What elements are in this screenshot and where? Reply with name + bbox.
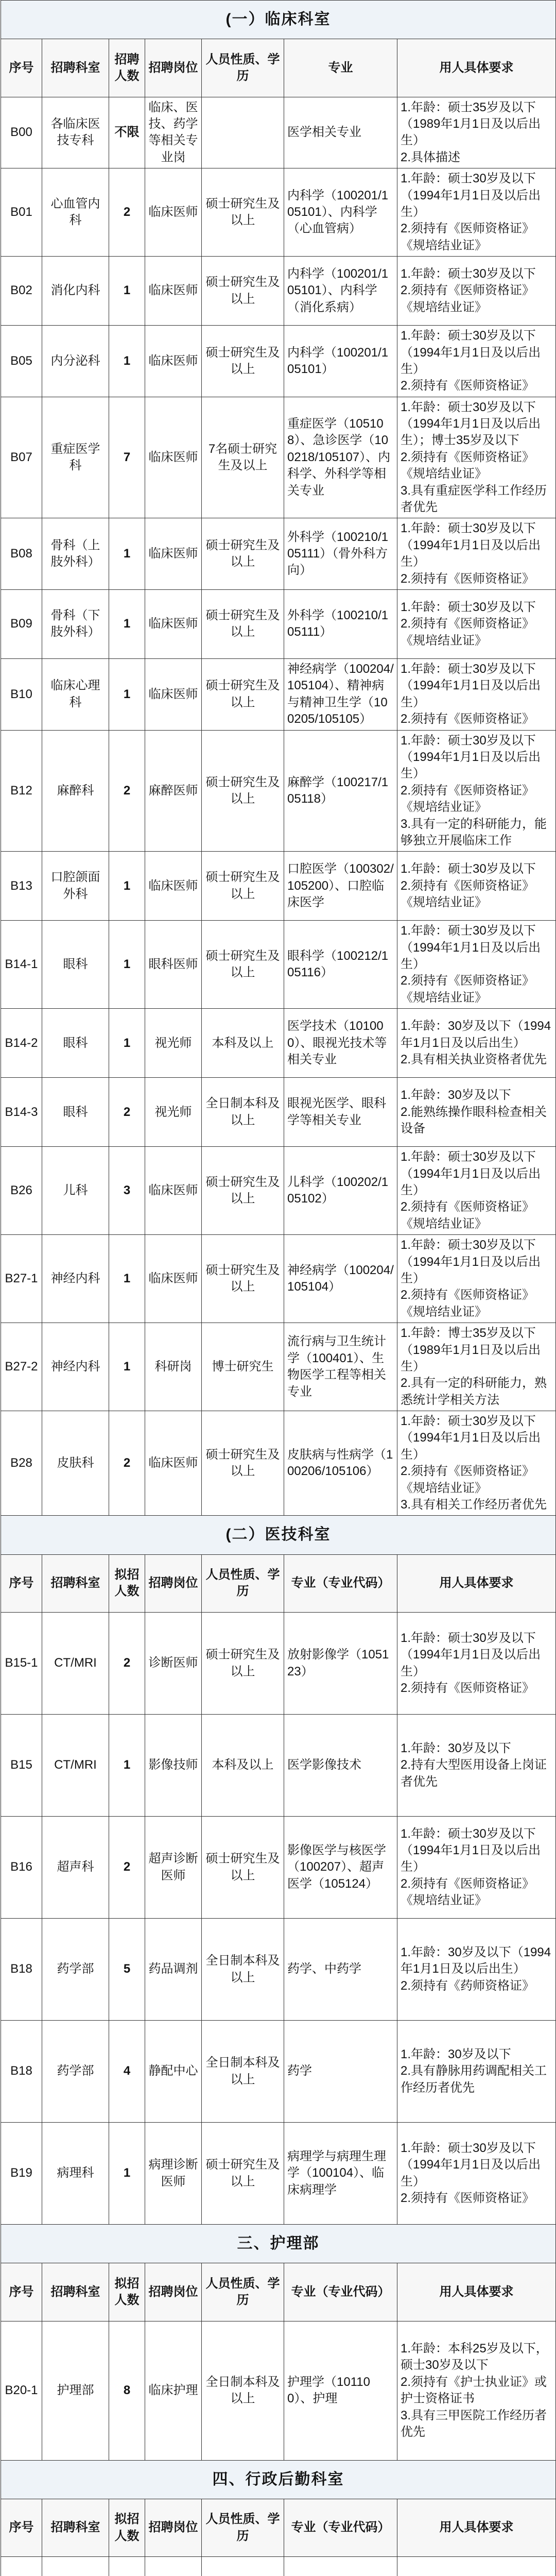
row-requirements: 1.年龄：硕士30岁及以下（1994年1月1日及以后出生） 2.须持有《医师资格证》《规培结业证》 xyxy=(397,921,556,1009)
row-post: 临床医师 xyxy=(145,1235,202,1323)
row-post: 临床医师 xyxy=(145,168,202,257)
row-code: B12 xyxy=(1,730,42,852)
row-requirements: 1.年龄：30岁及以下 2.能熟练操作眼科检查相关设备 xyxy=(397,1078,556,1147)
table-row xyxy=(1,2123,556,2225)
column-header: 序号 xyxy=(1,39,42,97)
row-count: 1 xyxy=(109,1715,145,1817)
row-nature xyxy=(202,97,284,168)
row-requirements: 1.年龄：硕士30岁及以下 2.须持有《医师资格证》《规培结业证》 xyxy=(397,852,556,921)
column-header: 招聘科室 xyxy=(42,2263,109,2321)
column-header: 人员性质、学历 xyxy=(202,39,284,97)
row-nature: 硕士研究生及以上 xyxy=(202,257,284,326)
column-header: 招聘岗位 xyxy=(145,1554,202,1612)
row-post: 药品调剂 xyxy=(145,1919,202,2021)
column-header: 用人具体要求 xyxy=(397,2263,556,2321)
table-row xyxy=(1,1411,556,1516)
row-major: 口腔医学（100302/105200）、口腔临床医学 xyxy=(284,852,397,921)
row-count: 1 xyxy=(109,589,145,658)
row-post: 病理诊断医师 xyxy=(145,2123,202,2225)
column-header-row xyxy=(1,39,556,97)
row-dept: 消化内科 xyxy=(42,257,109,326)
row-dept: 病理科 xyxy=(42,2123,109,2225)
row-requirements: 1.年龄：硕士30岁及以下（1994年1月1日及以后出生） 2.须持有《医师资格证》 xyxy=(397,518,556,590)
table-row xyxy=(1,1323,556,1411)
column-header-row xyxy=(1,2263,556,2321)
row-code: B14-3 xyxy=(1,1078,42,1147)
row-post: 科研岗 xyxy=(145,1323,202,1411)
row-nature: 硕士研究生及以上 xyxy=(202,168,284,257)
row-nature: 硕士研究生及以上 xyxy=(202,326,284,397)
row-post: 临床医师 xyxy=(145,518,202,590)
row-nature: 全日制本科及以上 xyxy=(202,1919,284,2021)
row-nature: 硕士研究生及以上 xyxy=(202,1235,284,1323)
row-dept: 眼科 xyxy=(42,1009,109,1078)
row-requirements: 1.年龄：硕士30岁及以下（1994年1月1日及以后出生） 2.须持有《医师资格证》《规培结业证》 xyxy=(397,1817,556,1919)
row-major: 医学影像技术 xyxy=(284,1715,397,1817)
row-requirements xyxy=(397,2557,556,2576)
row-dept xyxy=(42,2557,109,2576)
row-count xyxy=(109,2557,145,2576)
row-post: 临床医师 xyxy=(145,852,202,921)
row-count: 1 xyxy=(109,1009,145,1078)
row-nature: 硕士研究生及以上 xyxy=(202,658,284,730)
row-code: B18 xyxy=(1,1919,42,2021)
table-row xyxy=(1,1715,556,1817)
table-row xyxy=(1,2321,556,2460)
table-row xyxy=(1,518,556,590)
row-requirements: 1.年龄：硕士30岁及以下（1994年1月1日及以后出生） 2.须持有《医师资格证》《规培结业证》 3.具有相关工作经历者优先 xyxy=(397,1411,556,1516)
row-major: 影像医学与核医学（100207）、超声医学（105124） xyxy=(284,1817,397,1919)
row-dept: 骨科（下肢外科） xyxy=(42,589,109,658)
row-dept: 麻醉科 xyxy=(42,730,109,852)
row-nature: 全日制本科及以上 xyxy=(202,2021,284,2123)
row-count: 2 xyxy=(109,1613,145,1715)
row-code: B19 xyxy=(1,2123,42,2225)
row-dept: 神经内科 xyxy=(42,1235,109,1323)
row-dept: 药学部 xyxy=(42,1919,109,2021)
row-post: 临床医师 xyxy=(145,1411,202,1516)
table-row xyxy=(1,326,556,397)
row-dept: 儿科 xyxy=(42,1147,109,1235)
row-dept: 各临床医技专科 xyxy=(42,97,109,168)
row-post: 临床医师 xyxy=(145,658,202,730)
row-requirements: 1.年龄：硕士30岁及以下（1994年1月1日及以后出生） 2.须持有《医师资格证》《规培结业证》 3.具有一定的科研能力，能够独立开展临床工作 xyxy=(397,730,556,852)
row-code: B27-1 xyxy=(1,1235,42,1323)
row-nature xyxy=(202,2557,284,2576)
row-dept: 眼科 xyxy=(42,1078,109,1147)
column-header: 序号 xyxy=(1,1554,42,1612)
row-requirements: 1.年龄：硕士35岁及以下（1989年1月1日及以后出生） 2.具体描述 xyxy=(397,97,556,168)
section-title-row xyxy=(1,2460,556,2499)
row-count: 2 xyxy=(109,1078,145,1147)
row-major: 内科学（100201/105101）、内科学（消化系病） xyxy=(284,257,397,326)
table-row xyxy=(1,97,556,168)
row-code: B00 xyxy=(1,97,42,168)
row-post: 静配中心 xyxy=(145,2021,202,2123)
row-major: 放射影像学（105123） xyxy=(284,1613,397,1715)
row-nature: 硕士研究生及以上 xyxy=(202,1147,284,1235)
row-count: 不限 xyxy=(109,97,145,168)
row-requirements: 1.年龄：30岁及以下（1994年1月1日及以后出生） 2.具有相关执业资格者优先 xyxy=(397,1009,556,1078)
row-requirements: 1.年龄：硕士30岁及以下（1994年1月1日及以后出生） 2.须持有《医师资格证》 xyxy=(397,1613,556,1715)
row-post: 麻醉医师 xyxy=(145,730,202,852)
row-post: 临床护理 xyxy=(145,2321,202,2460)
table-row xyxy=(1,921,556,1009)
row-requirements: 1.年龄：本科25岁及以下，硕士30岁及以下 2.须持有《护士执业证》或护士资格证书 3.具有三甲医院工作经历者优先 xyxy=(397,2321,556,2460)
table-row xyxy=(1,658,556,730)
column-header: 招聘岗位 xyxy=(145,2499,202,2556)
row-dept: 皮肤科 xyxy=(42,1411,109,1516)
table-row xyxy=(1,1235,556,1323)
table-row xyxy=(1,1009,556,1078)
row-count: 1 xyxy=(109,2123,145,2225)
row-requirements: 1.年龄：硕士30岁及以下 2.须持有《医师资格证》《规培结业证》 xyxy=(397,257,556,326)
row-nature: 全日制本科及以上 xyxy=(202,1078,284,1147)
table-row xyxy=(1,1078,556,1147)
row-post: 影像技师 xyxy=(145,1715,202,1817)
section-title: (一）临床科室 xyxy=(1,1,556,39)
row-dept: 护理部 xyxy=(42,2321,109,2460)
row-count: 2 xyxy=(109,1817,145,1919)
row-post: 临床医师 xyxy=(145,589,202,658)
row-major xyxy=(284,2557,397,2576)
row-nature: 硕士研究生及以上 xyxy=(202,1613,284,1715)
row-count: 2 xyxy=(109,1411,145,1516)
row-nature: 本科及以上 xyxy=(202,1715,284,1817)
row-post: 眼科医师 xyxy=(145,921,202,1009)
table-row xyxy=(1,2021,556,2123)
row-requirements: 1.年龄：硕士30岁及以下（1994年1月1日及以后出生） 2.须持有《医师资格证》《规培结业证》 xyxy=(397,1147,556,1235)
section-title-row xyxy=(1,1516,556,1554)
table-row xyxy=(1,1919,556,2021)
row-code: B16 xyxy=(1,1817,42,1919)
table-row xyxy=(1,1817,556,1919)
row-count: 2 xyxy=(109,730,145,852)
row-nature: 硕士研究生及以上 xyxy=(202,589,284,658)
row-post: 超声诊断医师 xyxy=(145,1817,202,1919)
table-row xyxy=(1,2557,556,2576)
row-code: B18 xyxy=(1,2021,42,2123)
row-dept: 骨科（上肢外科） xyxy=(42,518,109,590)
row-requirements: 1.年龄：硕士30岁及以下（1994年1月1日及以后出生） 2.须持有《医师资格证》 xyxy=(397,2123,556,2225)
row-major: 医学技术（101000）、眼视光技术等相关专业 xyxy=(284,1009,397,1078)
row-requirements: 1.年龄：30岁及以下（1994年1月1日及以后出生） 2.须持有《药师资格证》 xyxy=(397,1919,556,2021)
row-code xyxy=(1,2557,42,2576)
row-count: 1 xyxy=(109,1235,145,1323)
row-major: 神经病学（100204/105104）、精神病与精神卫生学（100205/105105） xyxy=(284,658,397,730)
column-header: 招聘科室 xyxy=(42,1554,109,1612)
row-post: 视光师 xyxy=(145,1078,202,1147)
row-requirements: 1.年龄：硕士30岁及以下（1994年1月1日及以后出生） 2.须持有《医师资格证》《规培结业证》 xyxy=(397,1235,556,1323)
row-post xyxy=(145,2557,202,2576)
row-dept: 口腔颌面外科 xyxy=(42,852,109,921)
table-row xyxy=(1,257,556,326)
column-header: 用人具体要求 xyxy=(397,2499,556,2556)
row-nature: 硕士研究生及以上 xyxy=(202,1411,284,1516)
column-header: 招聘人数 xyxy=(109,39,145,97)
row-nature: 博士研究生 xyxy=(202,1323,284,1411)
row-major: 皮肤病与性病学（100206/105106） xyxy=(284,1411,397,1516)
section-title: 三、护理部 xyxy=(1,2225,556,2263)
row-code: B08 xyxy=(1,518,42,590)
row-code: B14-2 xyxy=(1,1009,42,1078)
table-row xyxy=(1,1147,556,1235)
row-dept: 心血管内科 xyxy=(42,168,109,257)
row-dept: CT/MRI xyxy=(42,1715,109,1817)
row-requirements: 1.年龄：硕士30岁及以下 2.须持有《医师资格证》《规培结业证》 xyxy=(397,589,556,658)
row-code: B20-1 xyxy=(1,2321,42,2460)
row-dept: 内分泌科 xyxy=(42,326,109,397)
row-nature: 硕士研究生及以上 xyxy=(202,852,284,921)
recruitment-table xyxy=(1,0,556,2576)
row-code: B15 xyxy=(1,1715,42,1817)
row-code: B10 xyxy=(1,658,42,730)
row-count: 1 xyxy=(109,326,145,397)
section-title: 四、行政后勤科室 xyxy=(1,2460,556,2499)
row-major: 神经病学（100204/105104） xyxy=(284,1235,397,1323)
table-row xyxy=(1,1613,556,1715)
row-code: B14-1 xyxy=(1,921,42,1009)
row-code: B07 xyxy=(1,397,42,518)
table-row xyxy=(1,397,556,518)
row-count: 1 xyxy=(109,852,145,921)
row-code: B28 xyxy=(1,1411,42,1516)
row-major: 流行病与卫生统计学（100401）、生物医学工程等相关专业 xyxy=(284,1323,397,1411)
column-header-row xyxy=(1,1554,556,1612)
row-dept: CT/MRI xyxy=(42,1613,109,1715)
row-post: 视光师 xyxy=(145,1009,202,1078)
column-header: 拟招人数 xyxy=(109,2499,145,2556)
row-nature: 硕士研究生及以上 xyxy=(202,921,284,1009)
column-header: 招聘科室 xyxy=(42,39,109,97)
section-title-row xyxy=(1,2225,556,2263)
row-code: B02 xyxy=(1,257,42,326)
row-requirements: 1.年龄：硕士30岁及以下（1994年1月1日及以后出生）；博士35岁及以下 2.须持有《医师资格证》《规培结业证》 3.具有重症医学科工作经历者优先 xyxy=(397,397,556,518)
row-major: 护理学（101100）、护理 xyxy=(284,2321,397,2460)
row-code: B26 xyxy=(1,1147,42,1235)
row-major: 病理学与病理生理学（100104）、临床病理学 xyxy=(284,2123,397,2225)
row-post: 临床医师 xyxy=(145,397,202,518)
column-header: 招聘岗位 xyxy=(145,39,202,97)
column-header: 专业（专业代码） xyxy=(284,1554,397,1612)
row-code: B15-1 xyxy=(1,1613,42,1715)
column-header: 人员性质、学历 xyxy=(202,1554,284,1612)
row-major: 儿科学（100202/105102） xyxy=(284,1147,397,1235)
row-major: 外科学（100210/105111）（骨外科方向） xyxy=(284,518,397,590)
row-requirements: 1.年龄：硕士30岁及以下（1994年1月1日及以后出生） 2.须持有《医师资格证》 xyxy=(397,658,556,730)
row-count: 1 xyxy=(109,658,145,730)
column-header: 招聘岗位 xyxy=(145,2263,202,2321)
row-code: B09 xyxy=(1,589,42,658)
row-major: 麻醉学（100217/105118） xyxy=(284,730,397,852)
column-header: 序号 xyxy=(1,2499,42,2556)
row-post: 临床医师 xyxy=(145,1147,202,1235)
column-header: 专业 xyxy=(284,39,397,97)
row-count: 1 xyxy=(109,1323,145,1411)
row-count: 3 xyxy=(109,1147,145,1235)
row-count: 7 xyxy=(109,397,145,518)
section-title: (二）医技科室 xyxy=(1,1516,556,1554)
table-row xyxy=(1,730,556,852)
column-header: 人员性质、学历 xyxy=(202,2263,284,2321)
row-requirements: 1.年龄：硕士30岁及以下（1994年1月1日及以后出生） 2.须持有《医师资格证》《规培结业证》 xyxy=(397,168,556,257)
row-major: 药学 xyxy=(284,2021,397,2123)
row-requirements: 1.年龄：30岁及以下 2.持有大型医用设备上岗证者优先 xyxy=(397,1715,556,1817)
column-header-row xyxy=(1,2499,556,2556)
row-nature: 硕士研究生及以上 xyxy=(202,2123,284,2225)
row-count: 1 xyxy=(109,921,145,1009)
section-title-row xyxy=(1,1,556,39)
column-header: 序号 xyxy=(1,2263,42,2321)
row-count: 1 xyxy=(109,518,145,590)
row-major: 眼科学（100212/105116） xyxy=(284,921,397,1009)
row-major: 内科学（100201/105101）、内科学（心血管病） xyxy=(284,168,397,257)
column-header: 用人具体要求 xyxy=(397,39,556,97)
row-major: 药学、中药学 xyxy=(284,1919,397,2021)
row-major: 眼视光医学、眼科学等相关专业 xyxy=(284,1078,397,1147)
table-row xyxy=(1,168,556,257)
row-code: B05 xyxy=(1,326,42,397)
row-dept: 神经内科 xyxy=(42,1323,109,1411)
row-major: 内科学（100201/105101） xyxy=(284,326,397,397)
row-major: 外科学（100210/105111） xyxy=(284,589,397,658)
row-code: B27-2 xyxy=(1,1323,42,1411)
row-post: 临床、医技、药学等相关专业岗 xyxy=(145,97,202,168)
column-header: 拟招人数 xyxy=(109,1554,145,1612)
row-code: B13 xyxy=(1,852,42,921)
row-dept: 重症医学科 xyxy=(42,397,109,518)
row-count: 2 xyxy=(109,168,145,257)
column-header: 拟招人数 xyxy=(109,2263,145,2321)
row-major: 重症医学（105108）、急诊医学（100218/105107）、内科学、外科学等相关专业 xyxy=(284,397,397,518)
table-row xyxy=(1,852,556,921)
row-requirements: 1.年龄：博士35岁及以下（1989年1月1日及以后出生） 2.具有一定的科研能力，熟悉统计学相关方法 xyxy=(397,1323,556,1411)
row-dept: 药学部 xyxy=(42,2021,109,2123)
row-requirements: 1.年龄：硕士30岁及以下（1994年1月1日及以后出生） 2.须持有《医师资格证》 xyxy=(397,326,556,397)
row-nature: 本科及以上 xyxy=(202,1009,284,1078)
row-dept: 临床心理科 xyxy=(42,658,109,730)
column-header: 专业（专业代码） xyxy=(284,2499,397,2556)
row-post: 临床医师 xyxy=(145,326,202,397)
column-header: 专业（专业代码） xyxy=(284,2263,397,2321)
column-header: 用人具体要求 xyxy=(397,1554,556,1612)
row-count: 5 xyxy=(109,1919,145,2021)
row-requirements: 1.年龄：30岁及以下 2.具有静脉用药调配相关工作经历者优先 xyxy=(397,2021,556,2123)
row-major: 医学相关专业 xyxy=(284,97,397,168)
row-dept: 超声科 xyxy=(42,1817,109,1919)
row-post: 诊断医师 xyxy=(145,1613,202,1715)
row-count: 4 xyxy=(109,2021,145,2123)
row-count: 1 xyxy=(109,257,145,326)
column-header: 人员性质、学历 xyxy=(202,2499,284,2556)
row-nature: 全日制本科及以上 xyxy=(202,2321,284,2460)
row-nature: 硕士研究生及以上 xyxy=(202,1817,284,1919)
row-nature: 硕士研究生及以上 xyxy=(202,730,284,852)
row-code: B01 xyxy=(1,168,42,257)
row-post: 临床医师 xyxy=(145,257,202,326)
column-header: 招聘科室 xyxy=(42,2499,109,2556)
row-dept: 眼科 xyxy=(42,921,109,1009)
table-row xyxy=(1,589,556,658)
row-nature: 硕士研究生及以上 xyxy=(202,518,284,590)
row-count: 8 xyxy=(109,2321,145,2460)
row-nature: 7名硕士研究生及以上 xyxy=(202,397,284,518)
